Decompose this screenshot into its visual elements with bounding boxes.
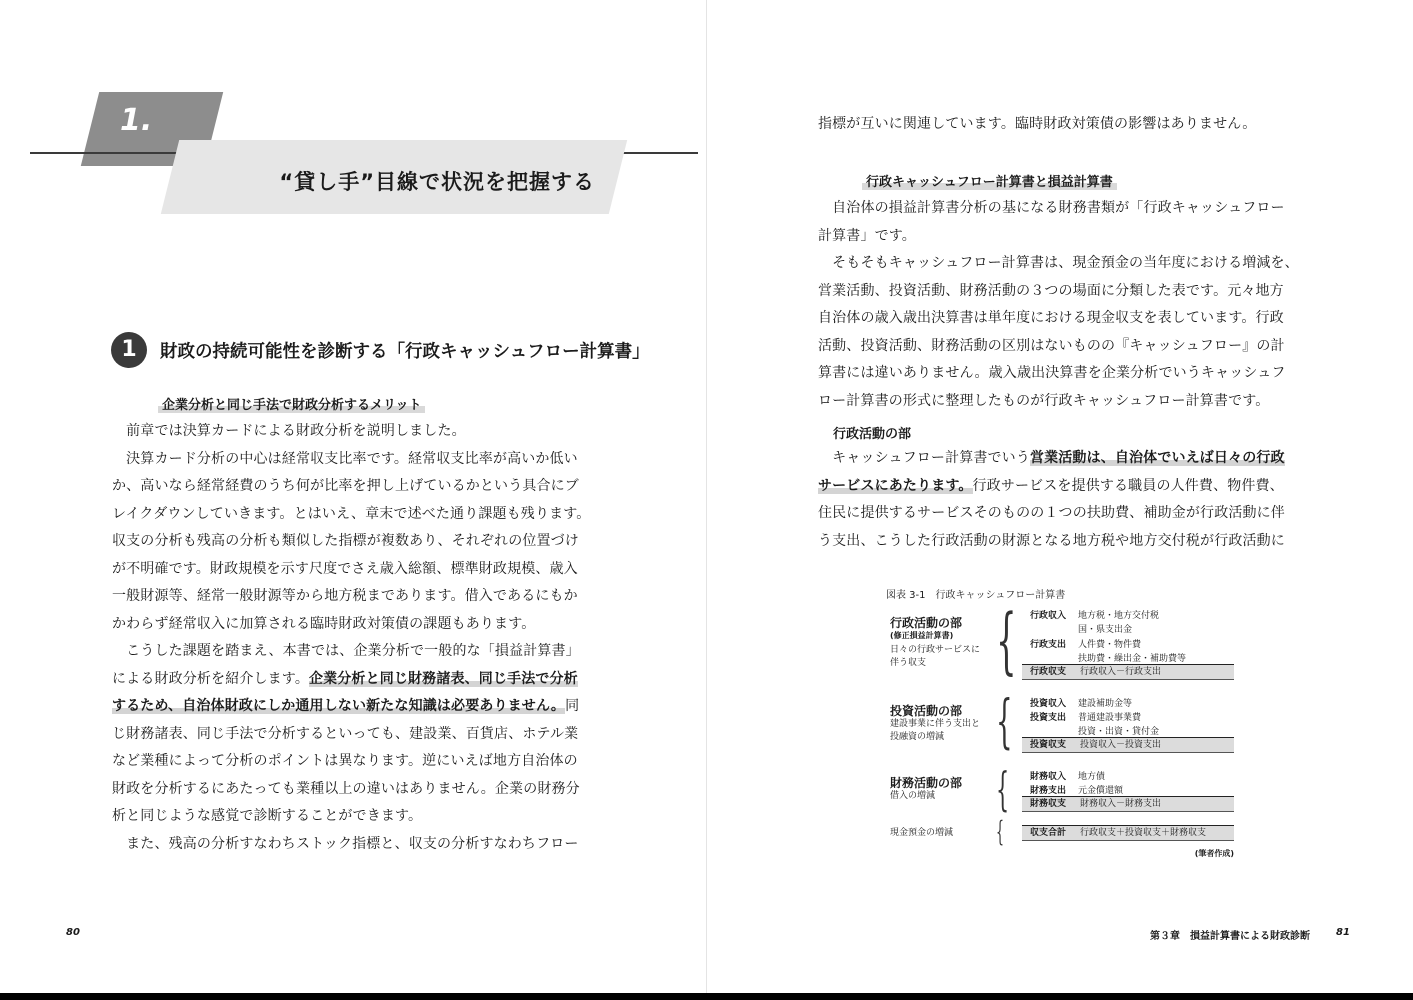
body-line: 自治体の損益計算書分析の基になる財務書類が「行政キャッシュフロー bbox=[818, 200, 1285, 216]
body-line: 指標が互いに関連しています。臨時財政対策債の影響はありません。 bbox=[818, 116, 1257, 132]
body-line-part: による財政分析を紹介します。 bbox=[112, 670, 309, 687]
body-line: 収支の分析も残高の分析も類似した指標が複数あり、それぞれの位置づけ bbox=[112, 533, 579, 549]
row-value: 元金償還額 bbox=[1078, 786, 1124, 796]
highlighted-text: サービスにあたります。 bbox=[818, 477, 973, 494]
block-description bbox=[890, 790, 935, 803]
body-line: 析と同じような感覚で診断することができます。 bbox=[112, 808, 423, 824]
row-label-text: 財務収入 bbox=[1030, 772, 1067, 782]
row-label bbox=[1030, 783, 1078, 796]
total-row bbox=[1022, 796, 1234, 812]
body-line: 住民に提供するサービスそのものの１つの扶助費、補助金が行政活動に伴 bbox=[818, 505, 1285, 521]
right-body-text-2 bbox=[818, 445, 1308, 555]
left-page-number: 80 bbox=[66, 927, 80, 938]
body-line bbox=[112, 693, 602, 721]
brace-icon: { bbox=[996, 687, 1013, 755]
figure-source: (筆者作成) bbox=[1194, 849, 1234, 858]
section-number-badge: 1 bbox=[111, 332, 147, 368]
desc-line: 建設事業に伴う支出と bbox=[890, 719, 981, 729]
figure-caption: 図表 3-1 行政キャッシュフロー計算書 bbox=[886, 590, 1066, 601]
row-value: 扶助費・繰出金・補助費等 bbox=[1078, 654, 1187, 664]
body-line: 計算書」です。 bbox=[818, 227, 916, 244]
total-row bbox=[1022, 737, 1234, 753]
block-title: 行政活動の部 bbox=[890, 616, 963, 630]
row-label-text: 行政支出 bbox=[1030, 640, 1067, 650]
chapter-number: 1. bbox=[120, 103, 153, 138]
desc-line: 投融資の増減 bbox=[890, 732, 945, 742]
bottom-bar bbox=[0, 993, 1413, 1000]
total-value: 行政収入－行政支出 bbox=[1080, 667, 1162, 677]
body-line: また、残高の分析すなわちストック指標と、収支の分析すなわちフロー bbox=[112, 835, 579, 852]
row-value: 投資・出資・貸付金 bbox=[1078, 727, 1160, 737]
row-value: 地方債 bbox=[1078, 772, 1106, 782]
desc-line: 日々の行政サービスに bbox=[890, 645, 981, 655]
row-label-text: 投資収入 bbox=[1030, 699, 1067, 709]
body-line: かわらず経常収入に加算される臨時財政対策債の課題もあります。 bbox=[112, 615, 536, 632]
body-line: 自治体の歳入歳出決算書は単年度における現金収支を表しています。行政 bbox=[818, 310, 1284, 326]
body-line bbox=[818, 473, 1308, 501]
body-line: 活動、投資活動、財務活動の区別はないものの『キャッシュフロー』の計 bbox=[818, 337, 1285, 354]
final-label: 現金預金の増減 bbox=[890, 828, 954, 838]
body-line: 財政を分析するにあたっても業種以上の違いはありません。企業の財務分 bbox=[112, 780, 580, 797]
body-line: 算書には違いありません。歳入歳出決算書を企業分析でいうキャッシュフ bbox=[818, 365, 1286, 381]
total-value: 投資収入－投資支出 bbox=[1080, 740, 1162, 750]
row-label bbox=[1030, 769, 1078, 782]
body-line: など業種によって分析のポイントは異なります。逆にいえば地方自治体の bbox=[112, 753, 578, 769]
block-description bbox=[890, 718, 980, 744]
body-line: が不明確です。財政規模を示す尺度でさえ歳入総額、標準財政規模、歳入 bbox=[112, 560, 578, 577]
highlighted-text: 企業分析と同じ財務諸表、同じ手法で分析 bbox=[308, 670, 578, 687]
row-value: 普通建設事業費 bbox=[1078, 713, 1142, 723]
total-label: 収支合計 bbox=[1030, 828, 1067, 838]
row-label-text: 投資支出 bbox=[1030, 713, 1067, 723]
section-title: 財政の持続可能性を診断する「行政キャッシュフロー計算書」 bbox=[160, 342, 650, 362]
desc-line: 伴う収支 bbox=[890, 658, 927, 668]
body-line: う支出、こうした行政活動の財源となる地方税や地方交付税が行政活動に bbox=[818, 532, 1285, 549]
body-line: 前章では決算カードによる財政分析を説明しました。 bbox=[112, 423, 466, 439]
left-body-text bbox=[112, 418, 602, 858]
right-body-text bbox=[818, 195, 1308, 415]
block-title: 財務活動の部 bbox=[890, 776, 963, 790]
row-value: 建設補助金等 bbox=[1078, 699, 1133, 709]
block-title: 投資活動の部 bbox=[890, 704, 963, 718]
total-label: 投資収支 bbox=[1030, 740, 1067, 750]
right-first-line bbox=[818, 111, 1308, 139]
brace-icon: { bbox=[996, 815, 1005, 848]
body-line: そもそもキャッシュフロー計算書は、現金預金の当年度における増減を、 bbox=[818, 255, 1299, 271]
body-line-part: 行政サービスを提供する職員の人件費、物件費、 bbox=[972, 477, 1284, 494]
total-value: 財務収入－財務支出 bbox=[1080, 799, 1162, 809]
right-page-number: 81 bbox=[1336, 927, 1350, 938]
brace-icon: { bbox=[996, 762, 1010, 816]
right-subheading: 行政キャッシュフロー計算書と損益計算書 bbox=[862, 171, 1117, 190]
body-line: 営業活動、投資活動、財務活動の３つの場面に分類した表です。元々地方 bbox=[818, 282, 1284, 299]
brace-icon: { bbox=[996, 598, 1017, 682]
row-label-text: 財務支出 bbox=[1030, 786, 1067, 796]
total-value: 行政収支＋投資収支＋財務収支 bbox=[1080, 828, 1207, 838]
block-description bbox=[890, 644, 980, 670]
row-label bbox=[1030, 696, 1078, 709]
total-row bbox=[1022, 664, 1234, 680]
body-line: 決算カード分析の中心は経常収支比率です。経常収支比率が高いか低い bbox=[112, 450, 578, 467]
total-label: 行政収支 bbox=[1030, 667, 1067, 677]
row-label bbox=[1030, 608, 1078, 621]
highlighted-text: 営業活動は、自治体でいえば日々の行政 bbox=[1029, 450, 1285, 466]
desc-line: 借入の増減 bbox=[890, 791, 936, 801]
highlighted-text: するため、自治体財政にしか通用しない新たな知識は必要ありません。 bbox=[112, 698, 566, 714]
final-total-row bbox=[1022, 825, 1234, 841]
left-subheading: 企業分析と同じ手法で財政分析するメリット bbox=[158, 394, 425, 413]
total-label: 財務収支 bbox=[1030, 799, 1067, 809]
body-line: ロー計算書の形式に整理したものが行政キャッシュフロー計算書です。 bbox=[818, 392, 1270, 409]
body-line: レイクダウンしていきます。とはいえ、章末で述べた通り課題も残ります。 bbox=[112, 505, 591, 522]
small-heading: 行政活動の部 bbox=[833, 427, 912, 442]
body-line: じ財務諸表、同じ手法で分析するといっても、建設業、百貨店、ホテル業 bbox=[112, 725, 579, 742]
body-line: 一般財源等、経常一般財源等から地方税まであります。借入であるにもか bbox=[112, 588, 578, 604]
body-line-part: 同 bbox=[565, 698, 580, 714]
body-line bbox=[818, 445, 1308, 473]
running-head: 第３章 損益計算書による財政診断 bbox=[1150, 931, 1310, 942]
row-label bbox=[1030, 710, 1078, 723]
body-line: か、高いなら経常経費のうち何が比率を押し上げているかという具合にブ bbox=[112, 478, 579, 494]
row-label-text: 行政収入 bbox=[1030, 611, 1067, 621]
body-line-part: キャッシュフロー計算書でいう bbox=[818, 450, 1030, 466]
row-value: 地方税・地方交付税 bbox=[1078, 611, 1160, 621]
row-value: 人件費・物件費 bbox=[1078, 640, 1142, 650]
page-gutter bbox=[706, 0, 707, 993]
row-value: 国・県支出金 bbox=[1078, 625, 1133, 635]
row-label bbox=[1030, 637, 1078, 650]
figure-cashflow-statement bbox=[878, 586, 1258, 861]
body-line bbox=[112, 666, 602, 694]
body-line: こうした課題を踏まえ、本書では、企業分析で一般的な「損益計算書」 bbox=[112, 643, 580, 659]
block-subtitle: (修正損益計算書) bbox=[890, 631, 954, 640]
chapter-title: “貸し手”目線で状況を把握する bbox=[279, 170, 595, 194]
